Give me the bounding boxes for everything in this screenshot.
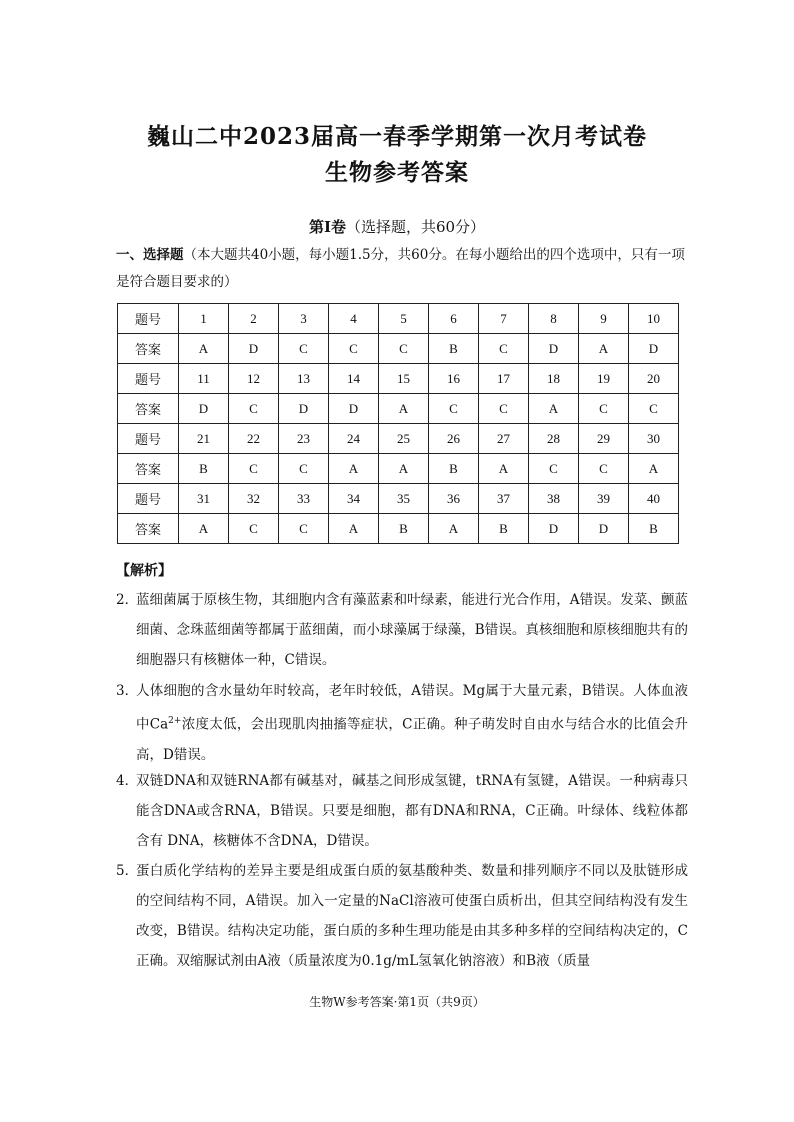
- table-cell: C: [229, 454, 279, 484]
- table-cell: 29: [579, 424, 629, 454]
- table-cell: 7: [479, 304, 529, 334]
- table-cell: 4: [329, 304, 379, 334]
- table-cell: A: [379, 394, 429, 424]
- table-cell: 10: [629, 304, 679, 334]
- item-text-part1: 人体细胞的含水量幼年时较高，老年时较低，A错误。Mg属于大量元素，B错误。人体血液中Ca: [136, 683, 688, 733]
- table-row: [118, 424, 679, 454]
- table-cell: 21: [179, 424, 229, 454]
- table-cell: 33: [279, 484, 329, 514]
- table-cell: A: [529, 394, 579, 424]
- table-row: [118, 514, 679, 544]
- table-cell: 34: [329, 484, 379, 514]
- table-cell: C: [529, 454, 579, 484]
- table-cell: 13: [279, 364, 329, 394]
- table-cell: B: [479, 514, 529, 544]
- table-cell: 38: [529, 484, 579, 514]
- table-cell: 19: [579, 364, 629, 394]
- table-cell: A: [479, 454, 529, 484]
- item-text: 双链DNA和双链RNA都有碱基对，碱基之间形成氢键，tRNA有氢键，A错误。一种病毒只能含DNA或含RNA，B错误。只要是细胞，都有DNA和RNA，C正确。叶绿体、线粒体都含有 DNA，核糖体不含DNA，D错误。: [136, 773, 688, 849]
- table-cell: D: [629, 334, 679, 364]
- table-cell: C: [279, 334, 329, 364]
- table-cell: 32: [229, 484, 279, 514]
- table-cell: 30: [629, 424, 679, 454]
- section-title-bold: 第Ⅰ卷: [308, 218, 346, 236]
- table-cell: C: [629, 394, 679, 424]
- table-cell: 28: [529, 424, 579, 454]
- table-cell: C: [229, 514, 279, 544]
- analysis-item-5: [116, 856, 688, 976]
- item-number: 5．: [116, 863, 139, 879]
- section-title: [0, 216, 794, 237]
- table-cell: 16: [429, 364, 479, 394]
- table-cell: 31: [179, 484, 229, 514]
- analysis-item-2: [116, 585, 688, 675]
- answer-table: [117, 303, 679, 544]
- row-label: 答案: [118, 514, 179, 544]
- row-label: 答案: [118, 334, 179, 364]
- table-cell: 37: [479, 484, 529, 514]
- row-label: 答案: [118, 394, 179, 424]
- row-label: 题号: [118, 424, 179, 454]
- item-text-part2: 浓度太低，会出现肌肉抽搐等症状，C正确。种子萌发时自由水与结合水的比值会升高，D错误。: [136, 716, 688, 763]
- analysis-item-3: [116, 676, 688, 770]
- item-number: 2．: [116, 592, 139, 608]
- table-cell: C: [229, 394, 279, 424]
- table-cell: B: [179, 454, 229, 484]
- table-row: [118, 334, 679, 364]
- table-cell: 11: [179, 364, 229, 394]
- table-cell: 39: [579, 484, 629, 514]
- table-cell: 6: [429, 304, 479, 334]
- table-cell: C: [429, 394, 479, 424]
- table-cell: 35: [379, 484, 429, 514]
- table-cell: 18: [529, 364, 579, 394]
- page-footer: 生物W参考答案·第1页（共9页）: [309, 995, 485, 1009]
- table-cell: B: [629, 514, 679, 544]
- table-cell: 9: [579, 304, 629, 334]
- table-cell: D: [229, 334, 279, 364]
- table-cell: D: [529, 514, 579, 544]
- table-cell: D: [529, 334, 579, 364]
- table-cell: 5: [379, 304, 429, 334]
- table-cell: 40: [629, 484, 679, 514]
- table-cell: 36: [429, 484, 479, 514]
- table-cell: 22: [229, 424, 279, 454]
- table-row: [118, 364, 679, 394]
- table-cell: A: [379, 454, 429, 484]
- analysis-item-4: [116, 766, 688, 856]
- table-cell: 3: [279, 304, 329, 334]
- section-intro-bold: 一、选择题: [116, 247, 184, 263]
- table-cell: 8: [529, 304, 579, 334]
- table-cell: 2: [229, 304, 279, 334]
- table-cell: C: [479, 334, 529, 364]
- table-cell: A: [429, 514, 479, 544]
- table-cell: C: [579, 394, 629, 424]
- table-cell: 26: [429, 424, 479, 454]
- table-cell: A: [629, 454, 679, 484]
- table-cell: 27: [479, 424, 529, 454]
- table-cell: D: [279, 394, 329, 424]
- table-row: [118, 484, 679, 514]
- table-cell: C: [279, 454, 329, 484]
- table-row: [118, 394, 679, 424]
- table-cell: B: [379, 514, 429, 544]
- table-cell: C: [379, 334, 429, 364]
- table-cell: 14: [329, 364, 379, 394]
- item-text: 蓝细菌属于原核生物，其细胞内含有藻蓝素和叶绿素，能进行光合作用，A错误。发菜、颤蓝细菌、念珠蓝细菌等都属于蓝细菌，而小球藻属于绿藻，B错误。真核细胞和原核细胞共有的细胞器只有核糖体一种，C错误。: [136, 592, 688, 668]
- document-title: 巍山二中2023届高一春季学期第一次月考试卷: [146, 123, 647, 150]
- table-cell: D: [579, 514, 629, 544]
- item-text: [136, 676, 688, 770]
- item-number: 4．: [116, 773, 139, 789]
- item-text: 蛋白质化学结构的差异主要是组成蛋白质的氨基酸种类、数量和排列顺序不同以及肽链形成的空间结构不同，A错误。加入一定量的NaCl溶液可使蛋白质析出，但其空间结构没有发生改变，B错误。结构决定功能，蛋白质的多种生理功能是由其多种多样的空间结构决定的，C正确。双缩脲试剂由A液（质量浓度为0.1g/mL氢氧化钠溶液）和B液（质量: [136, 863, 688, 969]
- table-cell: A: [179, 514, 229, 544]
- table-row: [118, 304, 679, 334]
- section-intro-text: （本大题共40小题，每小题1.5分，共60分。在每小题给出的四个选项中，只有一项是符合题目要求的）: [116, 247, 685, 290]
- row-label: 题号: [118, 484, 179, 514]
- table-cell: 15: [379, 364, 429, 394]
- analysis-heading: 【解析】: [116, 563, 172, 579]
- table-cell: D: [179, 394, 229, 424]
- table-cell: 12: [229, 364, 279, 394]
- row-label: 答案: [118, 454, 179, 484]
- table-cell: 17: [479, 364, 529, 394]
- item-number: 3．: [116, 683, 139, 699]
- table-cell: 23: [279, 424, 329, 454]
- section-intro: [116, 242, 696, 296]
- table-cell: C: [329, 334, 379, 364]
- document-subtitle: 生物参考答案: [325, 159, 469, 186]
- table-cell: A: [329, 454, 379, 484]
- table-cell: A: [179, 334, 229, 364]
- table-cell: C: [479, 394, 529, 424]
- table-cell: B: [429, 454, 479, 484]
- table-cell: 1: [179, 304, 229, 334]
- table-cell: 24: [329, 424, 379, 454]
- row-label: 题号: [118, 364, 179, 394]
- table-cell: A: [329, 514, 379, 544]
- table-cell: D: [329, 394, 379, 424]
- table-cell: 25: [379, 424, 429, 454]
- table-cell: C: [279, 514, 329, 544]
- table-cell: A: [579, 334, 629, 364]
- table-row: [118, 454, 679, 484]
- row-label: 题号: [118, 304, 179, 334]
- table-cell: C: [579, 454, 629, 484]
- section-title-rest: （选择题，共60分）: [345, 218, 486, 236]
- table-cell: 20: [629, 364, 679, 394]
- item-text-superscript: 2+: [168, 716, 182, 726]
- table-cell: B: [429, 334, 479, 364]
